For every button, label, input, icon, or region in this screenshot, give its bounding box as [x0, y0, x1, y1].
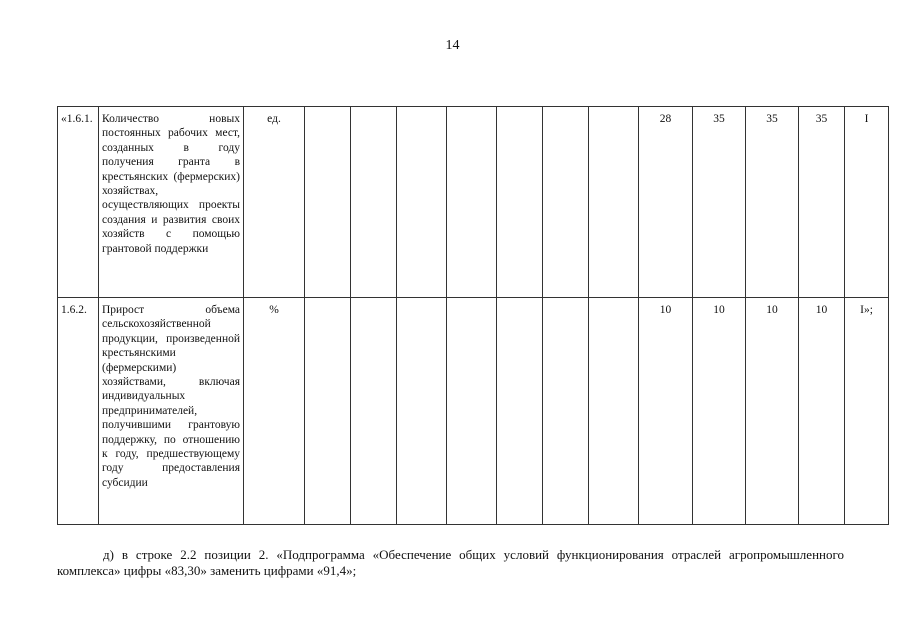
value-cell — [589, 107, 639, 298]
table-row — [58, 298, 889, 525]
amendment-paragraph: д) в строке 2.2 позиции 2. «Подпрограмма «Обеспечение общих условий функционирования отраслей агропромышленного комплекса» цифры «83,30» заменить цифрами «91,4»; — [57, 547, 844, 578]
page-number: 14 — [445, 38, 460, 53]
row-number-cell: 1.6.2. — [58, 298, 99, 525]
value-cell — [543, 107, 589, 298]
value-cell — [447, 298, 497, 525]
value-cell — [589, 298, 639, 525]
table-row — [58, 107, 889, 298]
value-cell — [447, 107, 497, 298]
value-cell: 35 — [693, 107, 746, 298]
value-cell: 10 — [746, 298, 799, 525]
value-cell: 10 — [799, 298, 845, 525]
value-cell — [351, 298, 397, 525]
indicator-name-cell: Количество новых постоянных рабочих мест, созданных в году получения гранта в крестьянских (фермерских) хозяйствах, осуществляющих проекты создания и развития своих хозяйств с помощью грантовой поддержки — [99, 107, 244, 298]
value-cell: 28 — [639, 107, 693, 298]
value-cell — [397, 107, 447, 298]
value-cell: 35 — [799, 107, 845, 298]
value-cell — [543, 298, 589, 525]
value-cell — [305, 107, 351, 298]
row-number-cell: «1.6.1. — [58, 107, 99, 298]
value-cell — [351, 107, 397, 298]
indicator-name-cell: Прирост объема сельскохозяйственной продукции, произведенной крестьянскими (фермерскими) хозяйствами, включая индивидуальных предпринимателей, получившими грантовую поддержку, по отношению к году, предшествующему году предоставления субсидии — [99, 298, 244, 525]
value-cell — [305, 298, 351, 525]
value-cell — [497, 298, 543, 525]
last-column-cell: I — [845, 107, 889, 298]
value-cell: 10 — [693, 298, 746, 525]
value-cell — [497, 107, 543, 298]
indicators-table — [57, 106, 889, 525]
value-cell: 10 — [639, 298, 693, 525]
unit-cell: ед. — [244, 107, 305, 298]
last-column-cell: I»; — [845, 298, 889, 525]
unit-cell: % — [244, 298, 305, 525]
value-cell: 35 — [746, 107, 799, 298]
value-cell — [397, 298, 447, 525]
